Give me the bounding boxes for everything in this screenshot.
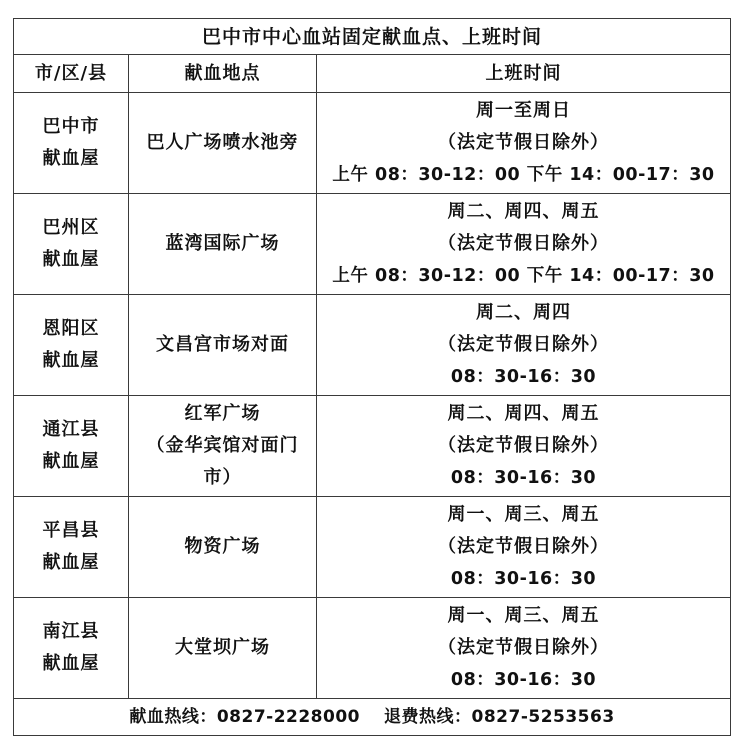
refund-hotline-number: 0827-5253563 [471,707,615,727]
hours-cell [317,598,731,699]
region-name: 恩阳区 [42,318,100,339]
region-cell [14,598,129,699]
open-days: 周一、周三、周五 [447,605,600,626]
open-hours: 08：30-16：30 [450,468,597,488]
hours-cell [317,295,731,396]
header-location: 献血地点 [129,55,317,93]
holiday-note: （法定节假日除外） [438,233,609,254]
open-days: 周一至周日 [476,100,571,121]
donation-hotline-number: 0827-2228000 [216,707,360,727]
region-cell [14,93,129,194]
open-hours: 上午 08：30-12：00 下午 14：00-17：30 [332,165,715,185]
hours-cell [317,497,731,598]
region-cell [14,396,129,497]
open-hours: 08：30-16：30 [450,670,597,690]
table-row [14,497,731,598]
location-cell [129,295,317,396]
open-days: 周二、周四、周五 [447,403,600,424]
hours-cell [317,93,731,194]
location-cell [129,194,317,295]
region-site-type: 献血屋 [42,451,100,472]
location-line: 物资广场 [184,536,261,557]
table-row [14,396,731,497]
table-row [14,194,731,295]
region-site-type: 献血屋 [42,249,100,270]
location-line: （金华宾馆对面门 [146,435,299,456]
footer-row [14,699,731,736]
region-cell [14,497,129,598]
region-site-type: 献血屋 [42,148,100,169]
title-row [14,19,731,55]
region-name: 巴州区 [42,217,100,238]
region-name: 通江县 [42,419,100,440]
hours-cell [317,396,731,497]
location-cell [129,598,317,699]
region-site-type: 献血屋 [42,350,100,371]
location-cell [129,396,317,497]
region-cell [14,295,129,396]
region-name: 南江县 [42,621,100,642]
table-row [14,93,731,194]
header-hours: 上班时间 [317,55,731,93]
blood-donation-schedule-table [13,18,731,736]
hotline-footer [14,699,731,736]
open-days: 周一、周三、周五 [447,504,600,525]
location-cell [129,497,317,598]
holiday-note: （法定节假日除外） [438,334,609,355]
donation-hotline-label: 献血热线： [129,707,217,727]
table-title: 巴中市中心血站固定献血点、上班时间 [14,19,731,55]
region-site-type: 献血屋 [42,653,100,674]
location-line: 红军广场 [184,403,261,424]
holiday-note: （法定节假日除外） [438,637,609,658]
location-line: 蓝湾国际广场 [165,233,280,254]
table-row [14,295,731,396]
region-name: 平昌县 [42,520,100,541]
location-line: 巴人广场喷水池旁 [146,132,299,153]
holiday-note: （法定节假日除外） [438,132,609,153]
holiday-note: （法定节假日除外） [438,536,609,557]
header-region: 市/区/县 [14,55,129,93]
region-name: 巴中市 [42,116,100,137]
open-days: 周二、周四 [476,302,571,323]
hours-cell [317,194,731,295]
table-row [14,598,731,699]
holiday-note: （法定节假日除外） [438,435,609,456]
refund-hotline-label: 退费热线： [384,707,472,727]
open-hours: 上午 08：30-12：00 下午 14：00-17：30 [332,266,715,286]
region-site-type: 献血屋 [42,552,100,573]
open-hours: 08：30-16：30 [450,569,597,589]
location-cell [129,93,317,194]
location-line: 市） [203,467,242,488]
header-row [14,55,731,93]
region-cell [14,194,129,295]
location-line: 大堂坝广场 [175,637,270,658]
open-days: 周二、周四、周五 [447,201,600,222]
location-line: 文昌宫市场对面 [156,334,289,355]
open-hours: 08：30-16：30 [450,367,597,387]
